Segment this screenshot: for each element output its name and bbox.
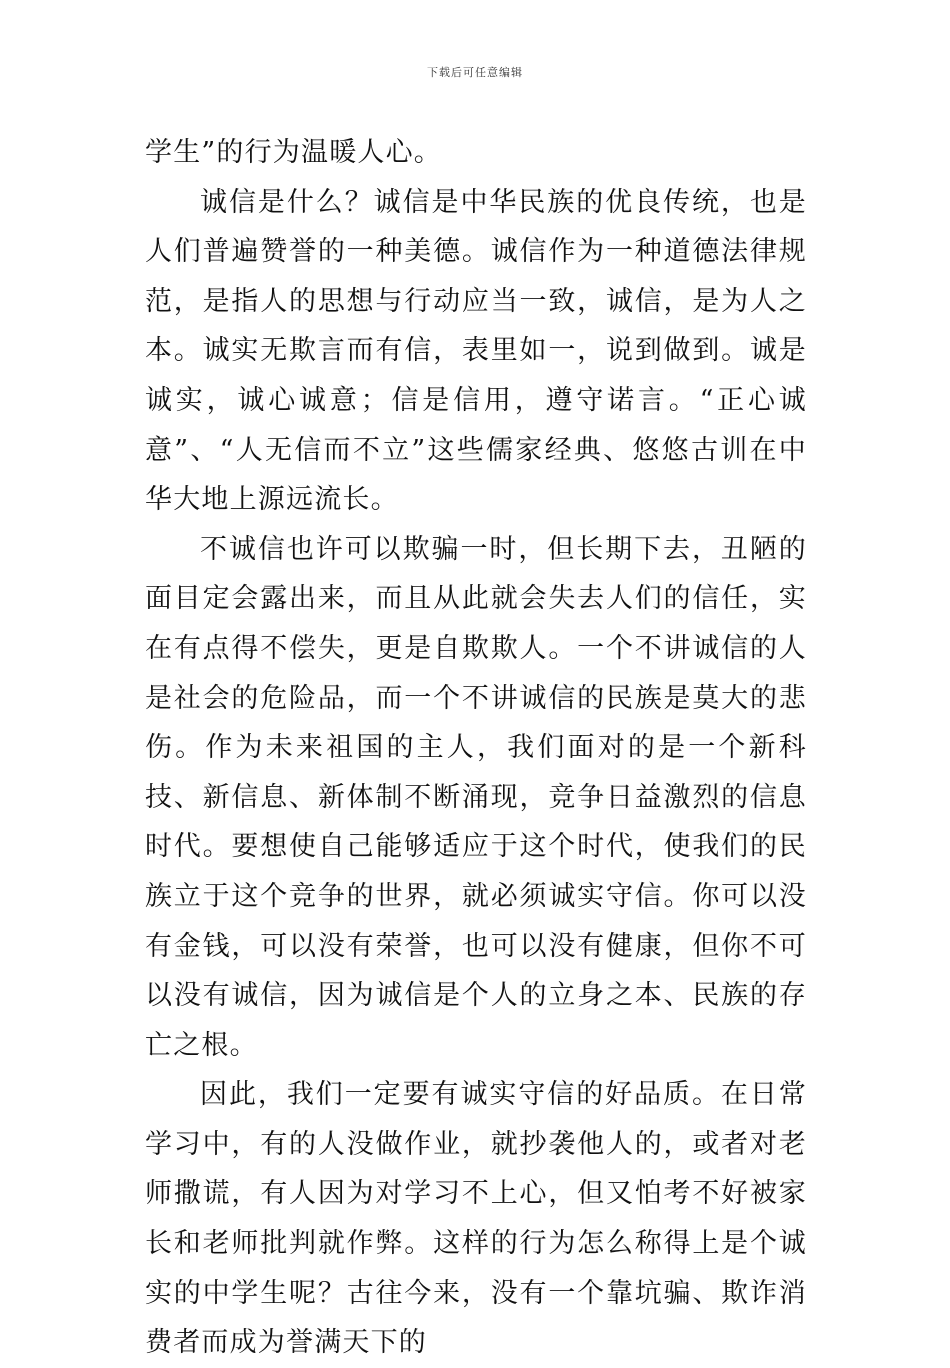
paragraph-dishonesty-consequences: 不诚信也许可以欺骗一时，但长期下去，丑陋的面目定会露出来，而且从此就会失去人们的信任，实在有点得不偿失，更是自欺欺人。一个不讲诚信的人是社会的危险品，而一个不讲诚信的民族是莫大的悲伤。作为未来祖国的主人，我们面对的是一个新科技、新信息、新体制不断涌现，竞争日益激烈的信息时代。要想使自己能够适应于这个时代，使我们的民族立于这个竞争的世界，就必须诚实守信。你可以没有金钱，可以没有荣誉，也可以没有健康，但你不可以没有诚信，因为诚信是个人的立身之本、民族的存亡之根。: [145, 533, 807, 1061]
paragraph-what-is-integrity: 诚信是什么？诚信是中华民族的优良传统，也是人们普遍赞誉的一种美德。诚信作为一种道德法律规范，是指人的思想与行动应当一致，诚信，是为人之本。诚实无欺言而有信，表里如一，说到做到。诚是诚实，诚心诚意；信是信用，遵守诺言。“正心诚意”、“人无信而不立”这些儒家经典、悠悠古训在中华大地上源远流长。: [145, 186, 807, 516]
paragraph-continuation: 学生”的行为温暖人心。: [145, 137, 443, 168]
page-header-note: 下载后可任意编辑: [427, 66, 523, 79]
document-body: [145, 128, 807, 1368]
paragraph-therefore: 因此，我们一定要有诚实守信的好品质。在日常学习中，有的人没做作业，就抄袭他人的，或者对老师撒谎，有人因为对学习不上心，但又怕考不好被家长和老师批判就作弊。这样的行为怎么称得上是个诚实的中学生呢？古往今来，没有一个靠坑骗、欺诈消费者而成为誉满天下的: [145, 1079, 807, 1359]
